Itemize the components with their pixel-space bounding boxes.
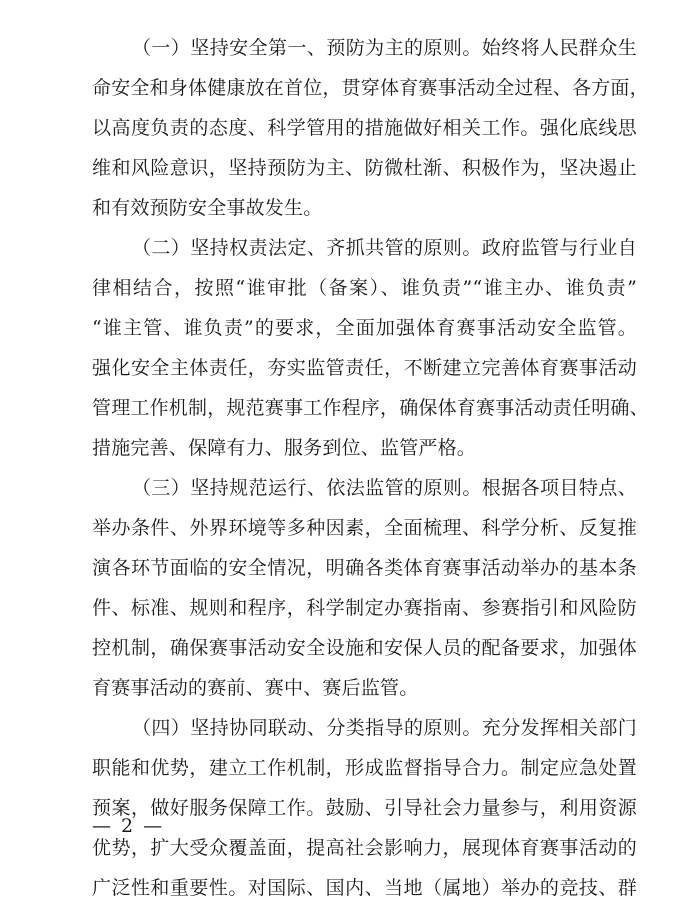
paragraph-2-heading: （二）坚持权责法定、齐抓共管的原则。 — [132, 237, 482, 259]
paragraph-1-line-4: 维和风险意识，坚持预防为主、防微杜渐、积极作为，坚决遏止 — [92, 157, 637, 179]
paragraph-2-text: 政府监管与行业自 — [481, 237, 637, 259]
paragraph-1-text: 始终将人民群众生 — [481, 37, 637, 59]
paragraph-1-heading: （一）坚持安全第一、预防为主的原则。 — [132, 37, 482, 59]
paragraph-4-line-3: 预案，做好服务保障工作。鼓励、引导社会力量参与，利用资源 — [92, 797, 637, 819]
paragraph-1-line-3: 以高度负责的态度、科学管用的措施做好相关工作。强化底线思 — [92, 117, 637, 139]
paragraph-4-line-1 — [92, 708, 637, 748]
paragraph-3-line-6: 育赛事活动的赛前、赛中、赛后监管。 — [92, 677, 419, 699]
paragraph-4-heading: （四）坚持协同联动、分类指导的原则。 — [132, 717, 482, 739]
paragraph-3-line-3: 演各环节面临的安全情况，明确各类体育赛事活动举办的基本条 — [92, 557, 637, 579]
paragraph-2-line-6: 措施完善、保障有力、服务到位、监管严格。 — [92, 437, 477, 459]
document-body — [92, 28, 649, 908]
paragraph-4-text: 充分发挥相关部门 — [481, 717, 637, 739]
paragraph-2-line-3: “谁主管、谁负责”的要求，全面加强体育赛事活动安全监管。 — [92, 317, 637, 339]
paragraph-2-line-4: 强化安全主体责任，夯实监管责任，不断建立完善体育赛事活动 — [92, 357, 637, 379]
paragraph-3-line-1 — [92, 468, 637, 508]
paragraph-2-line-1 — [92, 228, 637, 268]
paragraph-3-line-4: 件、标准、规则和程序，科学制定办赛指南、参赛指引和风险防 — [92, 597, 637, 619]
paragraph-1-line-1 — [92, 28, 637, 68]
paragraph-3-line-5: 控机制，确保赛事活动安全设施和安保人员的配备要求，加强体 — [92, 637, 637, 659]
paragraph-4-line-2: 职能和优势，建立工作机制，形成监督指导合力。制定应急处置 — [92, 757, 637, 779]
paragraph-4-line-4: 优势，扩大受众覆盖面，提高社会影响力，展现体育赛事活动的 — [92, 837, 637, 859]
paragraph-1-line-5: 和有效预防安全事故发生。 — [92, 197, 323, 219]
paragraph-2-line-5: 管理工作机制，规范赛事工作程序，确保体育赛事活动责任明确、 — [92, 397, 649, 419]
paragraph-3-heading: （三）坚持规范运行、依法监管的原则。 — [132, 477, 482, 499]
paragraph-3-text: 根据各项目特点、 — [481, 477, 637, 499]
paragraph-1-line-2: 命安全和身体健康放在首位，贯穿体育赛事活动全过程、各方面， — [92, 77, 649, 99]
page-number: — 2 — — [92, 815, 165, 837]
paragraph-3-line-2: 举办条件、外界环境等多种因素，全面梳理、科学分析、反复推 — [92, 517, 637, 539]
paragraph-4-line-5: 广泛性和重要性。对国际、国内、当地（属地）举办的竞技、群 — [92, 877, 637, 899]
paragraph-2-line-2: 律相结合，按照“谁审批（备案）、谁负责”“谁主办、谁负责” — [92, 277, 637, 299]
